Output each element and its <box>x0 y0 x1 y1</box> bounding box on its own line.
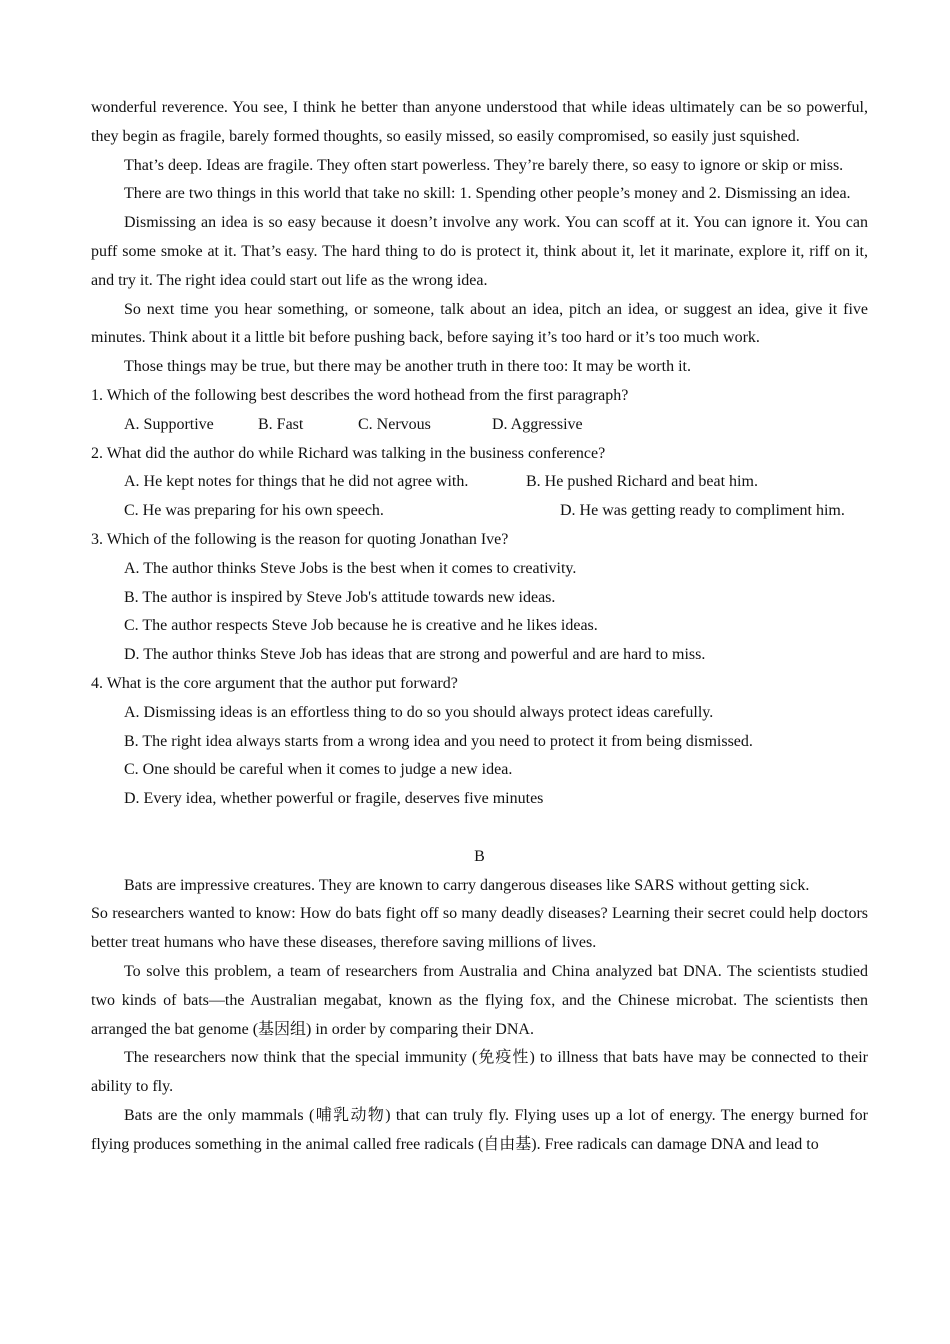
passage-a-paragraph-5: So next time you hear something, or someone, talk about an idea, pitch an idea, or suggest an idea, give it five minutes. Think about it a little bit before pushing back, before saying it’s too hard or it’s too much work. <box>91 300 868 347</box>
question-options <box>91 468 868 497</box>
option-b: B. He pushed Richard and beat him. <box>526 473 758 491</box>
option-b: B. Fast <box>258 415 304 433</box>
question-2 <box>91 440 868 526</box>
question-4 <box>91 670 868 814</box>
passage-a-paragraph-3: There are two things in this world that take no skill: 1. Spending other people’s money and 2. Dismissing an idea. <box>124 185 851 203</box>
option-d: D. Every idea, whether powerful or fragile, deserves five minutes <box>124 790 544 808</box>
question-1 <box>91 382 868 440</box>
option-c: C. One should be careful when it comes to judge a new idea. <box>124 761 513 779</box>
passage-a-paragraph-1: wonderful reverence. You see, I think he better than anyone understood that while ideas ultimately can be so powerful, they begin as fragile, barely formed thoughts, so easily missed, so easily compromised, so easily just squished. <box>91 99 868 145</box>
passage-a-paragraph-2: That’s deep. Ideas are fragile. They often start powerless. They’re barely there, so easy to ignore or skip or miss. <box>124 156 844 174</box>
option-c: C. Nervous <box>358 415 431 433</box>
option-d: D. The author thinks Steve Job has ideas that are strong and powerful and are hard to miss. <box>124 646 706 664</box>
option-c: C. The author respects Steve Job because he is creative and he likes ideas. <box>124 617 598 635</box>
section-heading: B <box>474 847 485 865</box>
question-stem: 1. Which of the following best describes the word hothead from the first paragraph? <box>91 386 629 404</box>
question-options <box>91 497 868 526</box>
option-d: D. He was getting ready to compliment him. <box>560 502 845 520</box>
question-stem: 3. Which of the following is the reason for quoting Jonathan Ive? <box>91 530 509 548</box>
passage-b-paragraph-5: Bats are the only mammals (哺乳动物) that can truly fly. Flying uses up a lot of energy. The energy burned for flying produces something in the animal called free radicals (自由基). Free radicals can damage DNA and lead to <box>91 1106 868 1153</box>
option-c: C. He was preparing for his own speech. <box>124 502 384 520</box>
passage-b-paragraph-2: So researchers wanted to know: How do bats fight off so many deadly diseases? Learning their secret could help doctors better treat humans who have these diseases, therefore saving millions of lives. <box>91 905 868 952</box>
passage-b-paragraph-4: The researchers now think that the special immunity (免疫性) to illness that bats have may be connected to their ability to fly. <box>91 1049 868 1096</box>
option-b: B. The right idea always starts from a wrong idea and you need to protect it from being dismissed. <box>124 732 753 750</box>
document-page <box>91 94 868 1159</box>
passage-a-paragraph-6: Those things may be true, but there may be another truth in there too: It may be worth it. <box>124 358 691 376</box>
option-d: D. Aggressive <box>492 415 583 433</box>
section-spacer <box>91 814 868 843</box>
option-a: A. He kept notes for things that he did not agree with. <box>124 473 469 491</box>
passage-b-paragraph-3: To solve this problem, a team of researchers from Australia and China analyzed bat DNA. The scientists studied two kinds of bats—the Australian megabat, known as the flying fox, and the Chinese microbat. The scientists then arranged the bat genome (基因组) in order by comparing their DNA. <box>91 962 868 1038</box>
option-a: A. Dismissing ideas is an effortless thing to do so you should always protect ideas carefully. <box>124 703 714 721</box>
question-options <box>91 411 868 440</box>
question-3 <box>91 526 868 670</box>
passage-a-paragraph-4: Dismissing an idea is so easy because it doesn’t involve any work. You can scoff at it. You can ignore it. You can puff some smoke at it. That’s easy. The hard thing to do is protect it, think about it, let it marinate, explore it, riff on it, and try it. The right idea could start out life as the wrong idea. <box>91 214 868 289</box>
option-a: A. Supportive <box>124 415 214 433</box>
passage-b-paragraph-1: Bats are impressive creatures. They are known to carry dangerous diseases like SARS without getting sick. <box>124 876 810 894</box>
option-b: B. The author is inspired by Steve Job's attitude towards new ideas. <box>124 588 556 606</box>
option-a: A. The author thinks Steve Jobs is the best when it comes to creativity. <box>124 559 577 577</box>
question-stem: 2. What did the author do while Richard was talking in the business conference? <box>91 444 606 462</box>
question-stem: 4. What is the core argument that the author put forward? <box>91 674 458 692</box>
